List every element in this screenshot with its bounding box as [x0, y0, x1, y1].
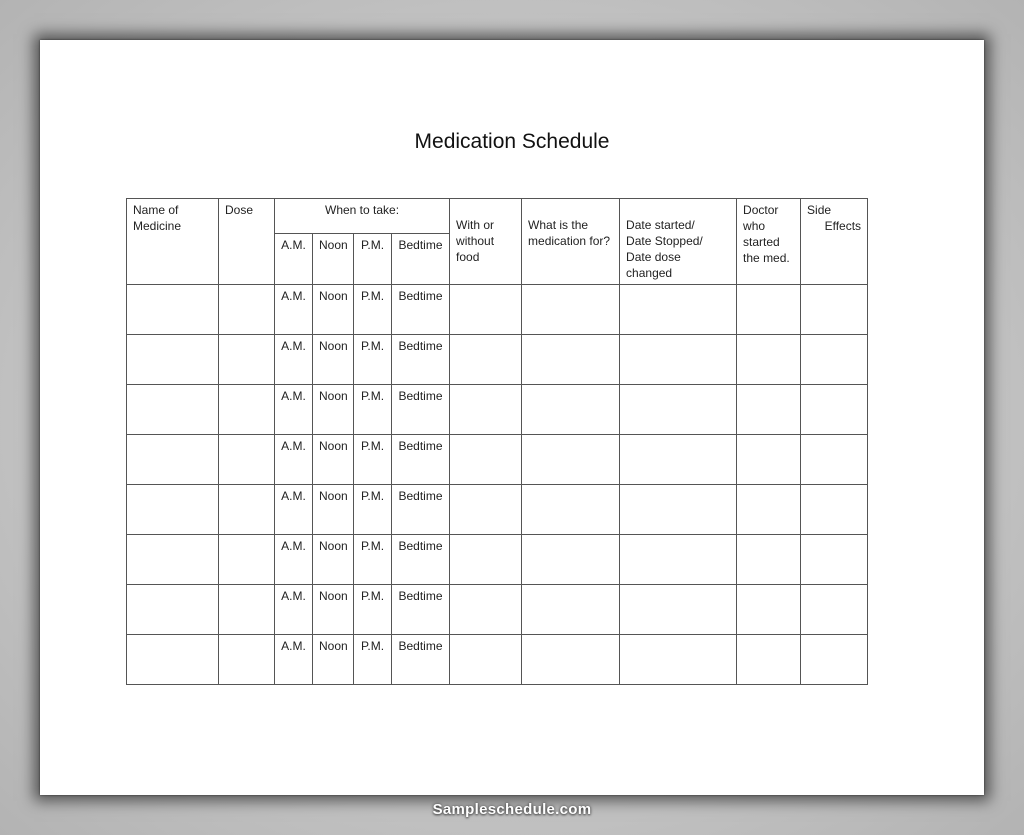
side-effects-cell	[801, 285, 868, 335]
header-dose: Dose	[219, 199, 275, 285]
dose-cell	[219, 485, 275, 535]
header-doctor: Doctor who started the med.	[737, 199, 801, 285]
header-medication-purpose: What is the medication for?	[522, 199, 620, 285]
time-bedtime-cell: Bedtime	[392, 485, 450, 535]
time-bedtime-cell: Bedtime	[392, 285, 450, 335]
header-time-pm: P.M.	[354, 234, 392, 285]
medication-purpose-cell	[522, 435, 620, 485]
medicine-name-cell	[127, 435, 219, 485]
time-am-cell: A.M.	[275, 585, 313, 635]
table-row	[127, 285, 868, 335]
side-effects-cell	[801, 535, 868, 585]
dates-cell	[620, 635, 737, 685]
medication-purpose-cell	[522, 635, 620, 685]
medicine-name-cell	[127, 585, 219, 635]
medication-purpose-cell	[522, 585, 620, 635]
time-am-cell: A.M.	[275, 635, 313, 685]
time-am-cell: A.M.	[275, 385, 313, 435]
medication-purpose-cell	[522, 385, 620, 435]
doctor-cell	[737, 335, 801, 385]
medication-table	[126, 198, 868, 685]
time-pm-cell: P.M.	[354, 535, 392, 585]
header-when-to-take: When to take:	[275, 199, 450, 234]
doctor-cell	[737, 585, 801, 635]
with-food-cell	[450, 535, 522, 585]
table-row	[127, 585, 868, 635]
time-bedtime-cell: Bedtime	[392, 385, 450, 435]
time-bedtime-cell: Bedtime	[392, 435, 450, 485]
document-sheet	[40, 40, 984, 795]
header-time-noon: Noon	[313, 234, 354, 285]
table-row	[127, 535, 868, 585]
with-food-cell	[450, 585, 522, 635]
header-time-bedtime: Bedtime	[392, 234, 450, 285]
header-time-am: A.M.	[275, 234, 313, 285]
time-pm-cell: P.M.	[354, 335, 392, 385]
with-food-cell	[450, 435, 522, 485]
dose-cell	[219, 635, 275, 685]
table-row	[127, 635, 868, 685]
with-food-cell	[450, 285, 522, 335]
time-bedtime-cell: Bedtime	[392, 585, 450, 635]
time-pm-cell: P.M.	[354, 285, 392, 335]
with-food-cell	[450, 485, 522, 535]
doctor-cell	[737, 535, 801, 585]
time-noon-cell: Noon	[313, 535, 354, 585]
doctor-cell	[737, 635, 801, 685]
time-am-cell: A.M.	[275, 435, 313, 485]
time-pm-cell: P.M.	[354, 385, 392, 435]
time-pm-cell: P.M.	[354, 435, 392, 485]
side-effects-cell	[801, 635, 868, 685]
time-noon-cell: Noon	[313, 635, 354, 685]
table-row	[127, 385, 868, 435]
time-bedtime-cell: Bedtime	[392, 635, 450, 685]
medication-purpose-cell	[522, 335, 620, 385]
time-bedtime-cell: Bedtime	[392, 335, 450, 385]
time-noon-cell: Noon	[313, 385, 354, 435]
medicine-name-cell	[127, 335, 219, 385]
with-food-cell	[450, 635, 522, 685]
dates-cell	[620, 335, 737, 385]
dates-cell	[620, 535, 737, 585]
side-effects-cell	[801, 585, 868, 635]
table-row	[127, 485, 868, 535]
medication-purpose-cell	[522, 485, 620, 535]
time-am-cell: A.M.	[275, 535, 313, 585]
medicine-name-cell	[127, 535, 219, 585]
header-row	[127, 199, 868, 234]
dose-cell	[219, 285, 275, 335]
header-name-of-medicine: Name of Medicine	[127, 199, 219, 285]
with-food-cell	[450, 385, 522, 435]
medicine-name-cell	[127, 285, 219, 335]
dates-cell	[620, 585, 737, 635]
medicine-name-cell	[127, 385, 219, 435]
dose-cell	[219, 335, 275, 385]
doctor-cell	[737, 485, 801, 535]
doctor-cell	[737, 435, 801, 485]
dose-cell	[219, 385, 275, 435]
time-noon-cell: Noon	[313, 285, 354, 335]
time-noon-cell: Noon	[313, 435, 354, 485]
doctor-cell	[737, 385, 801, 435]
side-effects-cell	[801, 335, 868, 385]
table-row	[127, 335, 868, 385]
medicine-name-cell	[127, 635, 219, 685]
medication-purpose-cell	[522, 285, 620, 335]
dates-cell	[620, 485, 737, 535]
dates-cell	[620, 285, 737, 335]
doctor-cell	[737, 285, 801, 335]
time-noon-cell: Noon	[313, 585, 354, 635]
header-with-food: With or without food	[450, 199, 522, 285]
dose-cell	[219, 585, 275, 635]
watermark: Sampleschedule.com	[432, 801, 592, 818]
header-side-effects: Side Effects	[801, 199, 868, 285]
time-pm-cell: P.M.	[354, 485, 392, 535]
time-am-cell: A.M.	[275, 485, 313, 535]
with-food-cell	[450, 335, 522, 385]
time-noon-cell: Noon	[313, 335, 354, 385]
table-row	[127, 435, 868, 485]
dose-cell	[219, 535, 275, 585]
page-title: Medication Schedule	[414, 130, 610, 153]
time-pm-cell: P.M.	[354, 635, 392, 685]
side-effects-cell	[801, 485, 868, 535]
medicine-name-cell	[127, 485, 219, 535]
side-effects-cell	[801, 385, 868, 435]
medication-purpose-cell	[522, 535, 620, 585]
time-noon-cell: Noon	[313, 485, 354, 535]
dose-cell	[219, 435, 275, 485]
time-bedtime-cell: Bedtime	[392, 535, 450, 585]
dates-cell	[620, 385, 737, 435]
time-pm-cell: P.M.	[354, 585, 392, 635]
header-dates: Date started/ Date Stopped/ Date dose changed	[620, 199, 737, 285]
time-am-cell: A.M.	[275, 335, 313, 385]
dates-cell	[620, 435, 737, 485]
time-am-cell: A.M.	[275, 285, 313, 335]
side-effects-cell	[801, 435, 868, 485]
